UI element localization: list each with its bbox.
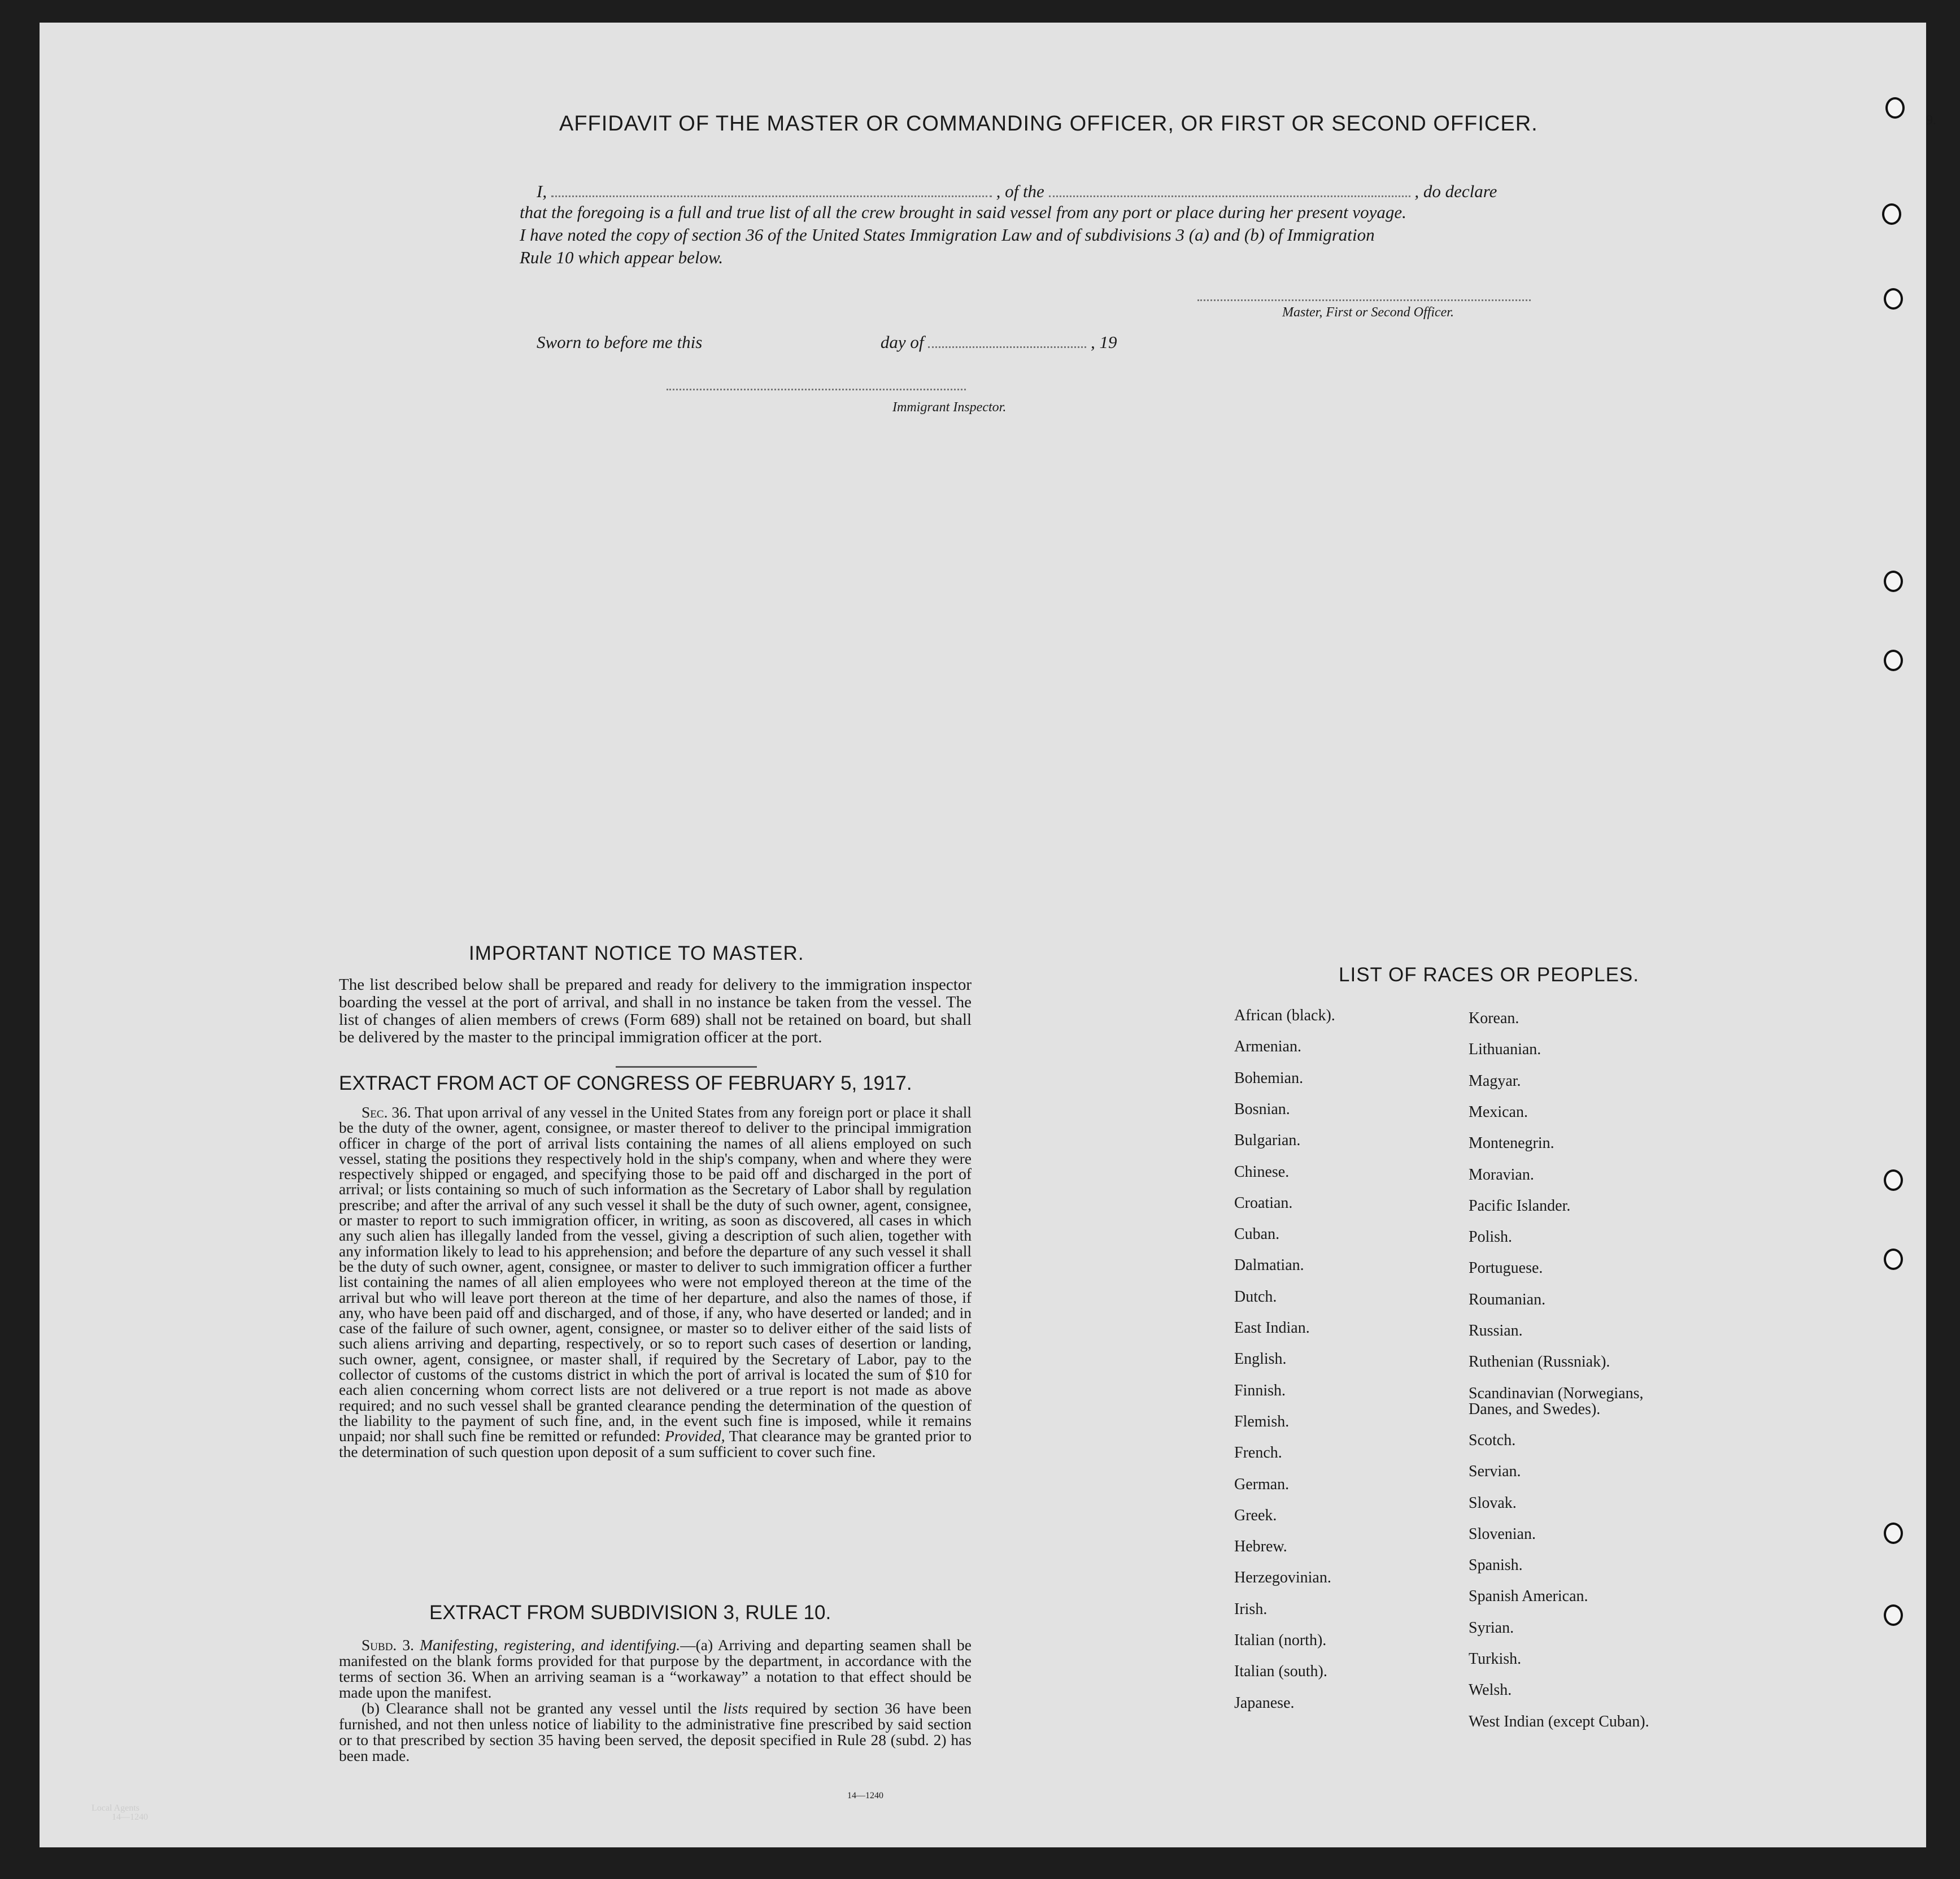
local-agents-stamp: [92, 1804, 148, 1822]
affidavit-line-4: Rule 10 which appear below.: [520, 247, 724, 267]
affidavit-of-the: , of the: [996, 181, 1044, 201]
race-item: Danes, and Swedes).: [1469, 1400, 1601, 1418]
punch-hole: [1884, 1169, 1903, 1191]
day-blank[interactable]: [707, 330, 876, 348]
race-item: Dutch.: [1234, 1288, 1277, 1306]
form-number: 14—1240: [847, 1791, 883, 1800]
race-item: East Indian.: [1234, 1319, 1310, 1337]
race-item: French.: [1234, 1444, 1282, 1462]
extract-act-title: EXTRACT FROM ACT OF CONGRESS OF FEBRUARY 5, 1917.: [339, 1072, 912, 1094]
para-b-end: required by section 36 have been furnished, and not then unless notice of liability to the administrative fine prescribed by said section or to that prescribed by section 35 having been served, the deposit specified in Rule 28 (subd. 2) has been made.: [339, 1699, 972, 1764]
race-item: Spanish American.: [1469, 1587, 1588, 1606]
race-item: Bosnian.: [1234, 1100, 1290, 1118]
document-sheet: [40, 23, 1936, 1847]
inspector-caption: Immigrant Inspector.: [892, 400, 1007, 415]
race-item: Herzegovinian.: [1234, 1569, 1331, 1587]
race-item: German.: [1234, 1475, 1290, 1493]
year-text: , 19: [1090, 332, 1117, 352]
race-item: Montenegrin.: [1469, 1134, 1554, 1152]
race-item: Korean.: [1469, 1010, 1519, 1027]
section-36-text: [339, 1104, 972, 1459]
race-item: Italian (north).: [1234, 1632, 1327, 1649]
race-item: Cuban.: [1234, 1225, 1280, 1243]
notice-body: The list described below shall be prepared and ready for delivery to the immigration inspector boarding the vessel at the port of arrival, and shall in no instance be taken from the vessel. The list of changes of alien members of crews (Form 689) shall not be retained on board, but shall be delivered by the master to the principal immigration officer at the port.: [339, 976, 972, 1046]
race-item: Portuguese.: [1469, 1259, 1543, 1277]
race-item: African (black).: [1234, 1007, 1335, 1024]
provided-text: Provided,: [665, 1427, 725, 1445]
punch-hole: [1884, 1523, 1903, 1544]
month-blank[interactable]: [928, 330, 1086, 348]
race-item: Scandinavian (Norwegians,: [1469, 1384, 1644, 1402]
notice-title: IMPORTANT NOTICE TO MASTER.: [469, 942, 804, 964]
master-signature-line[interactable]: [1197, 299, 1531, 301]
subd-label: Subd. 3.: [361, 1636, 415, 1654]
sworn-text: Sworn to before me this: [537, 332, 703, 352]
vessel-blank[interactable]: [1049, 180, 1410, 197]
race-item: Slovak.: [1469, 1494, 1517, 1512]
race-item: Spanish.: [1469, 1556, 1523, 1574]
race-item: Pacific Islander.: [1469, 1197, 1571, 1215]
punch-hole: [1884, 650, 1903, 671]
corner-mark: 9.: [1926, 113, 1936, 128]
para-b-lists: lists: [723, 1699, 748, 1717]
punch-hole: [1882, 203, 1901, 225]
section-text: That upon arrival of any vessel in the United States from any foreign port or place it shall be the duty of the owner, agent, consignee, or master thereof to deliver to the principal immigration officer in charge of the port of arrival lists containing the names of all aliens employed on such vessel, stating the positions they respectively hold in the ship's company, when and where they were respectively shipped or engaged, and specifying those to be paid off and discharged in the port of arrival; or lists containing so much of such information as the Secretary of Labor shall by regulation prescribe; and after the arrival of any such vessel it shall be the duty of such owner, agent, consignee, or master to report to such immigration officer, in writing, as soon as discovered, all cases in which any such alien has illegally landed from the vessel, giving a description of such alien, together with any information likely to lead to his apprehension; and before the departure of any such vessel it shall be the duty of such owner, agent, consignee, or master to deliver to such immigration officer a further list containing the names of all alien employees who were not employed thereon at the time of the arrival but who will leave port thereon at the time of her departure, and also the names of those, if any, who have been paid off and discharged, and of those, if any, who have deserted or landed; and in case of the failure of such owner, agent, consignee, or master so to deliver either of the said lists of such aliens arriving and departing, respectively, or so to report such cases of desertion or landing, such owner, agent, consignee, or master shall, if required by the Secretary of Labor, pay to the collector of customs of the customs district in which the port of arrival is located the sum of $10 for each alien concerning whom correct lists are not delivered or a true report is not made as above required; and no such vessel shall be granted clearance pending the determination of the question of the liability to the payment of such fine, and, in the event such fine is imposed, while it remains unpaid; nor shall such fine be remitted or refunded:: [339, 1103, 972, 1445]
punch-hole: [1885, 97, 1905, 119]
sworn-line: [537, 330, 1117, 353]
race-item: Russian.: [1469, 1322, 1523, 1339]
punch-hole: [1884, 1604, 1903, 1626]
section-text-end: That clearance may be granted prior to the determination of such question upon deposit of a sum sufficient to cover such fine.: [339, 1427, 972, 1460]
race-item: Lithuanian.: [1469, 1041, 1541, 1059]
race-item: Magyar.: [1469, 1072, 1521, 1090]
race-item: Irish.: [1234, 1600, 1268, 1618]
race-item: Bulgarian.: [1234, 1132, 1301, 1150]
para-a: —(a) Arriving and departing seamen shall be manifested on the blank forms provided for that purpose by the department, in accordance with the terms of section 36. When an arriving seaman is a “workaway” a notation to that effect should be made upon the manifest.: [339, 1636, 972, 1701]
affidavit-line-1: [537, 180, 1497, 202]
race-item: Croatian.: [1234, 1194, 1293, 1212]
punch-hole: [1884, 571, 1903, 592]
race-item: Roumanian.: [1469, 1290, 1546, 1308]
name-blank[interactable]: [551, 180, 992, 197]
master-signature-caption: Master, First or Second Officer.: [1282, 305, 1454, 320]
affidavit-declare: , do declare: [1414, 181, 1497, 201]
affidavit-line-3: I have noted the copy of section 36 of the United States Immigration Law and of subdivisions 3 (a) and (b) of Immigration: [520, 225, 1375, 245]
local-agents-text: Local Agents: [92, 1803, 140, 1813]
race-item: Hebrew.: [1234, 1538, 1287, 1556]
race-item: Polish.: [1469, 1228, 1513, 1246]
extract-rule-title: EXTRACT FROM SUBDIVISION 3, RULE 10.: [429, 1602, 831, 1624]
para-b-start: (b) Clearance shall not be granted any vessel until the: [361, 1699, 717, 1717]
race-item: Welsh.: [1469, 1681, 1512, 1699]
race-item: Servian.: [1469, 1463, 1521, 1481]
inspector-signature-line[interactable]: [667, 389, 966, 390]
race-item: Turkish.: [1469, 1650, 1522, 1668]
race-item: Dalmatian.: [1234, 1256, 1304, 1275]
race-item: Bohemian.: [1234, 1069, 1304, 1087]
affidavit-line-2: that the foregoing is a full and true list of all the crew brought in said vessel from any port or place during her present voyage.: [520, 202, 1406, 222]
affidavit-title: AFFIDAVIT OF THE MASTER OR COMMANDING OFFICER, OR FIRST OR SECOND OFFICER.: [559, 112, 1538, 136]
race-item: Mexican.: [1469, 1103, 1528, 1121]
race-item: Slovenian.: [1469, 1525, 1536, 1543]
subdivision-3-text: [339, 1637, 972, 1764]
section-label: Sec. 36.: [361, 1103, 411, 1121]
race-item: West Indian (except Cuban).: [1469, 1712, 1649, 1730]
punch-hole: [1884, 288, 1903, 310]
race-item: Moravian.: [1469, 1165, 1534, 1184]
race-item: Chinese.: [1234, 1163, 1290, 1181]
race-item: Japanese.: [1234, 1694, 1295, 1712]
race-item: Flemish.: [1234, 1412, 1290, 1430]
race-item: English.: [1234, 1350, 1287, 1368]
races-title: LIST OF RACES OR PEOPLES.: [1339, 964, 1640, 986]
punch-hole: [1884, 1249, 1903, 1270]
local-agents-number: 14—1240: [112, 1812, 148, 1822]
affidavit-i: I,: [537, 181, 547, 201]
day-of-text: day of: [880, 332, 924, 352]
subd-heading: Manifesting, registering, and identifying.: [420, 1636, 681, 1654]
race-item: Ruthenian (Russniak).: [1469, 1353, 1610, 1371]
race-item: Finnish.: [1234, 1381, 1286, 1399]
race-item: Italian (south).: [1234, 1663, 1327, 1681]
divider: [616, 1066, 757, 1068]
race-item: Armenian.: [1234, 1038, 1301, 1056]
race-item: Syrian.: [1469, 1619, 1514, 1637]
race-item: Greek.: [1234, 1506, 1277, 1524]
race-item: Scotch.: [1469, 1431, 1516, 1449]
